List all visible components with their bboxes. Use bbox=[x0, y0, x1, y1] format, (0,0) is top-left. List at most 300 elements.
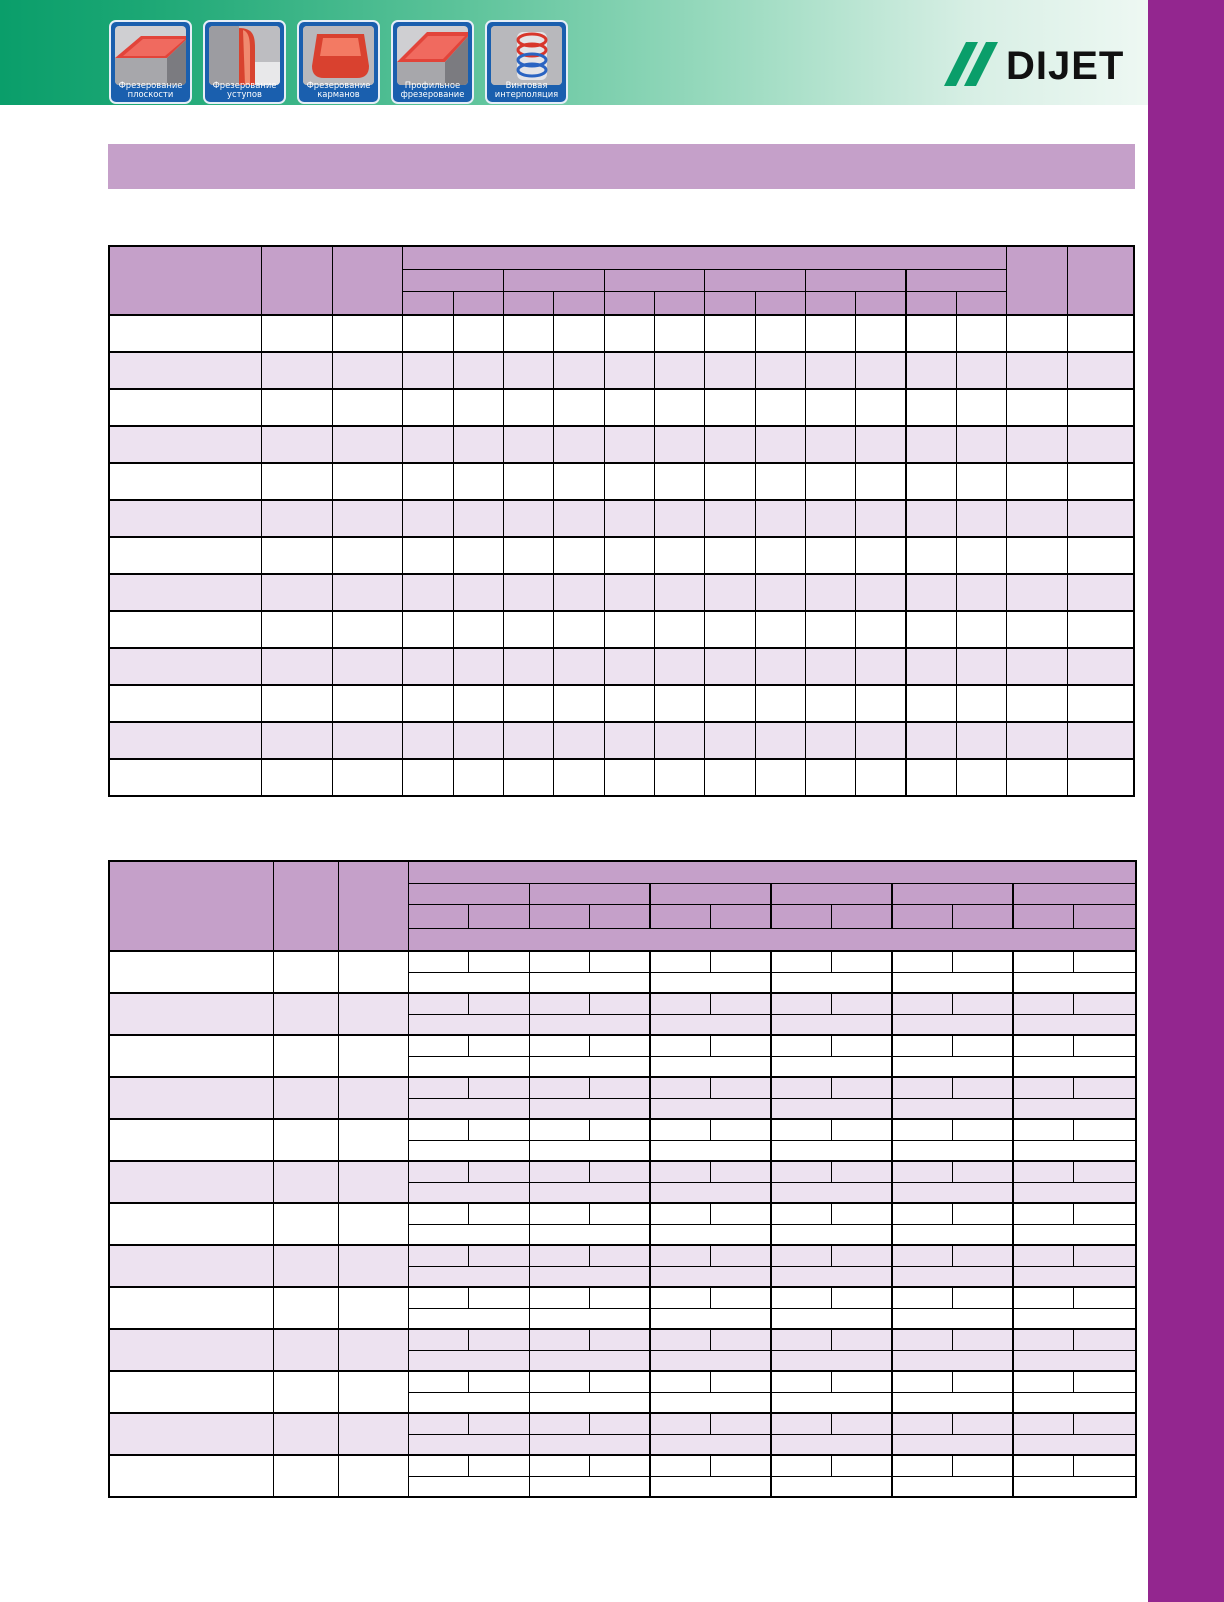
table-cell bbox=[529, 1056, 650, 1077]
table-cell bbox=[705, 500, 755, 537]
table-cell bbox=[1073, 1203, 1136, 1224]
table-cell bbox=[806, 648, 856, 685]
table-cell bbox=[771, 1077, 831, 1098]
table-cell bbox=[604, 315, 654, 352]
table-cell bbox=[109, 426, 261, 463]
table-cell bbox=[856, 389, 906, 426]
table-cell bbox=[710, 993, 771, 1014]
shoulder-milling-icon bbox=[203, 20, 286, 104]
table-cell bbox=[906, 463, 956, 500]
table-cell bbox=[332, 722, 402, 759]
table-row bbox=[109, 1035, 1136, 1056]
table-cell bbox=[1013, 1329, 1073, 1350]
table-cell bbox=[771, 1434, 892, 1455]
table-cell bbox=[892, 1140, 1013, 1161]
table-cell bbox=[332, 315, 402, 352]
table-cell bbox=[338, 1371, 408, 1413]
table-cell bbox=[806, 426, 856, 463]
table-cell bbox=[952, 1035, 1013, 1056]
table-cell bbox=[504, 611, 554, 648]
table-cell bbox=[468, 993, 529, 1014]
header-cell bbox=[1007, 246, 1067, 315]
table-cell bbox=[892, 1329, 952, 1350]
header-cell bbox=[403, 246, 1007, 269]
table-cell bbox=[589, 993, 650, 1014]
table-cell bbox=[504, 537, 554, 574]
table-cell bbox=[655, 426, 705, 463]
table-cell bbox=[504, 574, 554, 611]
table-cell bbox=[408, 1182, 529, 1203]
table-cell bbox=[892, 1413, 952, 1434]
table-cell bbox=[408, 1392, 529, 1413]
table-cell bbox=[771, 1098, 892, 1119]
table-cell bbox=[403, 611, 453, 648]
table-cell bbox=[1067, 685, 1134, 722]
table-cell bbox=[771, 1203, 831, 1224]
table-cell bbox=[261, 685, 332, 722]
table-cell bbox=[453, 685, 503, 722]
table-cell bbox=[755, 426, 805, 463]
table-cell bbox=[771, 1266, 892, 1287]
table-cell bbox=[1067, 389, 1134, 426]
table-cell bbox=[771, 1308, 892, 1329]
table-cell bbox=[109, 352, 261, 389]
table-cell bbox=[755, 500, 805, 537]
table-cell bbox=[332, 759, 402, 796]
table-cell bbox=[755, 315, 805, 352]
header-cell bbox=[504, 269, 605, 291]
table-cell bbox=[906, 389, 956, 426]
table-cell bbox=[589, 1371, 650, 1392]
table-cell bbox=[408, 1224, 529, 1245]
table-cell bbox=[273, 1119, 338, 1161]
table-cell bbox=[408, 1371, 468, 1392]
table-row bbox=[109, 389, 1134, 426]
table-cell bbox=[806, 759, 856, 796]
table-cell bbox=[892, 1203, 952, 1224]
table-cell bbox=[1007, 648, 1067, 685]
table-cell bbox=[831, 1413, 892, 1434]
table-cell bbox=[408, 993, 468, 1014]
table-cell bbox=[1013, 1119, 1073, 1140]
table-header-row bbox=[109, 861, 1136, 883]
table-cell bbox=[529, 1371, 589, 1392]
section-banner bbox=[108, 144, 1135, 189]
table-row bbox=[109, 574, 1134, 611]
table-cell bbox=[554, 722, 604, 759]
table-cell bbox=[109, 537, 261, 574]
table-cell bbox=[892, 1245, 952, 1266]
table-cell bbox=[403, 315, 453, 352]
table-cell bbox=[1073, 1371, 1136, 1392]
table-cell bbox=[529, 1476, 650, 1497]
table-cell bbox=[504, 426, 554, 463]
table-cell bbox=[109, 611, 261, 648]
table-cell bbox=[771, 1329, 831, 1350]
table-cell bbox=[338, 1119, 408, 1161]
table-cell bbox=[892, 951, 952, 972]
table-cell bbox=[408, 1161, 468, 1182]
table-cell bbox=[604, 352, 654, 389]
table-cell bbox=[856, 537, 906, 574]
table-cell bbox=[273, 993, 338, 1035]
table-cell bbox=[705, 685, 755, 722]
table-cell bbox=[529, 1014, 650, 1035]
table-cell bbox=[1007, 574, 1067, 611]
table-cell bbox=[892, 1014, 1013, 1035]
header-cell bbox=[403, 269, 504, 291]
table-row bbox=[109, 1329, 1136, 1350]
table-cell bbox=[650, 1329, 710, 1350]
table-cell bbox=[705, 426, 755, 463]
table-cell bbox=[650, 1434, 771, 1455]
table-cell bbox=[504, 389, 554, 426]
table-cell bbox=[408, 1329, 468, 1350]
table-cell bbox=[589, 1203, 650, 1224]
table-cell bbox=[755, 685, 805, 722]
table-cell bbox=[529, 993, 589, 1014]
table-cell bbox=[408, 1203, 468, 1224]
table-cell bbox=[332, 352, 402, 389]
table-cell bbox=[806, 574, 856, 611]
table-cell bbox=[332, 537, 402, 574]
header-cell bbox=[906, 269, 1007, 291]
table-cell bbox=[453, 722, 503, 759]
table-cell bbox=[109, 389, 261, 426]
face-milling-icon bbox=[109, 20, 192, 104]
table-cell bbox=[831, 1077, 892, 1098]
table-cell bbox=[453, 315, 503, 352]
table-cell bbox=[468, 1161, 529, 1182]
table-cell bbox=[403, 426, 453, 463]
table-cell bbox=[408, 1077, 468, 1098]
table-cell bbox=[109, 1035, 273, 1077]
table-cell bbox=[957, 574, 1007, 611]
table-cell bbox=[957, 315, 1007, 352]
table-cell bbox=[403, 463, 453, 500]
table-cell bbox=[655, 389, 705, 426]
table-cell bbox=[1007, 759, 1067, 796]
table-cell bbox=[650, 1392, 771, 1413]
table-cell bbox=[650, 1224, 771, 1245]
table-cell bbox=[892, 1287, 952, 1308]
table-cell bbox=[892, 1119, 952, 1140]
table-cell bbox=[650, 1182, 771, 1203]
table-cell bbox=[705, 759, 755, 796]
table-cell bbox=[109, 315, 261, 352]
table-cell bbox=[906, 722, 956, 759]
table-cell bbox=[604, 426, 654, 463]
table-cell bbox=[408, 1014, 529, 1035]
table-cell bbox=[957, 537, 1007, 574]
table-cell bbox=[755, 722, 805, 759]
table-cell bbox=[453, 500, 503, 537]
table-cell bbox=[957, 759, 1007, 796]
table-cell bbox=[1007, 611, 1067, 648]
table-cell bbox=[771, 1476, 892, 1497]
profile-milling-icon bbox=[391, 20, 474, 104]
table-cell bbox=[468, 1203, 529, 1224]
table-cell bbox=[957, 611, 1007, 648]
table-cell bbox=[655, 722, 705, 759]
table-cell bbox=[1073, 1245, 1136, 1266]
table-cell bbox=[806, 722, 856, 759]
table-cell bbox=[554, 389, 604, 426]
table-cell bbox=[957, 389, 1007, 426]
table-cell bbox=[403, 389, 453, 426]
table-cell bbox=[1067, 426, 1134, 463]
table-cell bbox=[408, 1476, 529, 1497]
table-cell bbox=[403, 648, 453, 685]
table-cell bbox=[1013, 1455, 1073, 1476]
table-row bbox=[109, 426, 1134, 463]
table-cell bbox=[109, 1287, 273, 1329]
table-cell bbox=[261, 759, 332, 796]
table-cell bbox=[109, 1329, 273, 1371]
table-cell bbox=[892, 993, 952, 1014]
table-cell bbox=[408, 972, 529, 993]
table-cell bbox=[554, 537, 604, 574]
table-cell bbox=[892, 1455, 952, 1476]
table-cell bbox=[273, 1077, 338, 1119]
table-cell bbox=[529, 1266, 650, 1287]
table-cell bbox=[952, 1371, 1013, 1392]
table-cell bbox=[952, 951, 1013, 972]
header-cell bbox=[261, 246, 332, 315]
table-cell bbox=[1073, 951, 1136, 972]
table-cell bbox=[273, 1203, 338, 1245]
table-cell bbox=[650, 1161, 710, 1182]
table-cell bbox=[1013, 1014, 1136, 1035]
table-cell bbox=[554, 759, 604, 796]
table-cell bbox=[771, 1350, 892, 1371]
table-cell bbox=[589, 1161, 650, 1182]
header-cell bbox=[408, 861, 1136, 883]
table-cell bbox=[453, 389, 503, 426]
table-cell bbox=[831, 951, 892, 972]
table-cell bbox=[1013, 1077, 1073, 1098]
table-cell bbox=[705, 537, 755, 574]
table-cell bbox=[655, 648, 705, 685]
table-cell bbox=[273, 1413, 338, 1455]
table-cell bbox=[892, 1476, 1013, 1497]
table-cell bbox=[408, 1056, 529, 1077]
table-cell bbox=[604, 574, 654, 611]
table-cell bbox=[468, 1287, 529, 1308]
table-cell bbox=[831, 993, 892, 1014]
table-cell bbox=[650, 1035, 710, 1056]
table-cell bbox=[408, 1098, 529, 1119]
table-cell bbox=[952, 1245, 1013, 1266]
table-row bbox=[109, 1287, 1136, 1308]
header-cell bbox=[109, 246, 261, 315]
table-row bbox=[109, 352, 1134, 389]
table-cell bbox=[109, 1245, 273, 1287]
table-cell bbox=[403, 722, 453, 759]
table-cell bbox=[655, 500, 705, 537]
table-cell bbox=[755, 611, 805, 648]
table-cell bbox=[1007, 685, 1067, 722]
table-cell bbox=[338, 993, 408, 1035]
table-cell bbox=[771, 951, 831, 972]
table-cell bbox=[892, 1266, 1013, 1287]
table-cell bbox=[892, 972, 1013, 993]
table-cell bbox=[109, 951, 273, 993]
table-cell bbox=[529, 1287, 589, 1308]
table-cell bbox=[755, 759, 805, 796]
table-row bbox=[109, 1413, 1136, 1434]
table-cell bbox=[771, 1035, 831, 1056]
table-cell bbox=[755, 389, 805, 426]
table-cell bbox=[831, 1035, 892, 1056]
table-cell bbox=[332, 648, 402, 685]
table-cell bbox=[109, 759, 261, 796]
table-cell bbox=[1013, 1392, 1136, 1413]
table-cell bbox=[554, 611, 604, 648]
table-cell bbox=[892, 1308, 1013, 1329]
table-cell bbox=[906, 426, 956, 463]
table-cell bbox=[529, 1035, 589, 1056]
table-cell bbox=[655, 685, 705, 722]
table-cell bbox=[710, 1371, 771, 1392]
table-cell bbox=[589, 1119, 650, 1140]
table-cell bbox=[604, 611, 654, 648]
table-row bbox=[109, 1371, 1136, 1392]
table-cell bbox=[710, 951, 771, 972]
table-row bbox=[109, 463, 1134, 500]
table-cell bbox=[109, 722, 261, 759]
table-cell bbox=[892, 1392, 1013, 1413]
table-cell bbox=[906, 648, 956, 685]
table-row bbox=[109, 500, 1134, 537]
table-cell bbox=[710, 1287, 771, 1308]
table-cell bbox=[957, 500, 1007, 537]
table-cell bbox=[529, 1098, 650, 1119]
dijet-logo bbox=[944, 40, 1134, 88]
table-cell bbox=[1073, 1077, 1136, 1098]
table-cell bbox=[604, 389, 654, 426]
table-cell bbox=[504, 759, 554, 796]
table-cell bbox=[806, 352, 856, 389]
table-cell bbox=[892, 1224, 1013, 1245]
table-cell bbox=[906, 537, 956, 574]
table-cell bbox=[906, 759, 956, 796]
table-cell bbox=[504, 463, 554, 500]
table-cell bbox=[710, 1161, 771, 1182]
table-cell bbox=[650, 1077, 710, 1098]
table-cell bbox=[892, 1056, 1013, 1077]
table-cell bbox=[408, 1035, 468, 1056]
helical-interpolation-icon bbox=[485, 20, 568, 104]
table-cell bbox=[109, 1119, 273, 1161]
header-cell bbox=[332, 246, 402, 315]
table-cell bbox=[408, 1245, 468, 1266]
table-cell bbox=[529, 1182, 650, 1203]
table-cell bbox=[892, 1182, 1013, 1203]
table-cell bbox=[338, 1035, 408, 1077]
table-cell bbox=[957, 352, 1007, 389]
table-cell bbox=[650, 1266, 771, 1287]
table-cell bbox=[705, 389, 755, 426]
table-cell bbox=[109, 993, 273, 1035]
table-cell bbox=[650, 1119, 710, 1140]
table-cell bbox=[529, 951, 589, 972]
table-cell bbox=[650, 1350, 771, 1371]
table-cell bbox=[554, 426, 604, 463]
table-cell bbox=[952, 1119, 1013, 1140]
table-cell bbox=[261, 500, 332, 537]
table-cell bbox=[529, 1224, 650, 1245]
table-cell bbox=[338, 1161, 408, 1203]
table-cell bbox=[504, 685, 554, 722]
table-cell bbox=[1073, 1413, 1136, 1434]
table-row bbox=[109, 951, 1136, 972]
table-cell bbox=[1013, 1476, 1136, 1497]
table-cell bbox=[906, 352, 956, 389]
table-cell bbox=[906, 611, 956, 648]
table-cell bbox=[856, 463, 906, 500]
table-cell bbox=[892, 1077, 952, 1098]
table-cell bbox=[856, 685, 906, 722]
table-cell bbox=[952, 1413, 1013, 1434]
table-cell bbox=[755, 537, 805, 574]
table-cell bbox=[755, 463, 805, 500]
table-cell bbox=[1013, 1350, 1136, 1371]
table-cell bbox=[856, 648, 906, 685]
table-row bbox=[109, 1245, 1136, 1266]
table-cell bbox=[468, 1329, 529, 1350]
table-cell bbox=[831, 1329, 892, 1350]
table-cell bbox=[650, 1098, 771, 1119]
table-cell bbox=[856, 500, 906, 537]
table-cell bbox=[650, 1203, 710, 1224]
table-cell bbox=[771, 1371, 831, 1392]
table-cell bbox=[468, 1245, 529, 1266]
table-cell bbox=[650, 1287, 710, 1308]
table-cell bbox=[1013, 1098, 1136, 1119]
table-cell bbox=[604, 648, 654, 685]
table-cell bbox=[589, 1287, 650, 1308]
table-cell bbox=[261, 389, 332, 426]
table-cell bbox=[771, 1056, 892, 1077]
table-cell bbox=[856, 352, 906, 389]
table-cell bbox=[261, 463, 332, 500]
table-cell bbox=[856, 759, 906, 796]
table-cell bbox=[408, 1308, 529, 1329]
table-cell bbox=[771, 972, 892, 993]
table-cell bbox=[109, 1077, 273, 1119]
table-cell bbox=[589, 1455, 650, 1476]
table-cell bbox=[338, 1287, 408, 1329]
table-cell bbox=[650, 993, 710, 1014]
table-cell bbox=[554, 685, 604, 722]
table-cell bbox=[261, 574, 332, 611]
table-cell bbox=[1013, 1308, 1136, 1329]
table-cell bbox=[332, 685, 402, 722]
table-cell bbox=[589, 1245, 650, 1266]
table-cell bbox=[529, 972, 650, 993]
table-cell bbox=[771, 1287, 831, 1308]
table-cell bbox=[771, 1182, 892, 1203]
table-cell bbox=[1013, 951, 1073, 972]
table-cell bbox=[408, 1119, 468, 1140]
table-cell bbox=[604, 463, 654, 500]
table-cell bbox=[604, 537, 654, 574]
table-cell bbox=[831, 1455, 892, 1476]
table-row bbox=[109, 537, 1134, 574]
table-cell bbox=[604, 685, 654, 722]
table-cell bbox=[408, 1455, 468, 1476]
